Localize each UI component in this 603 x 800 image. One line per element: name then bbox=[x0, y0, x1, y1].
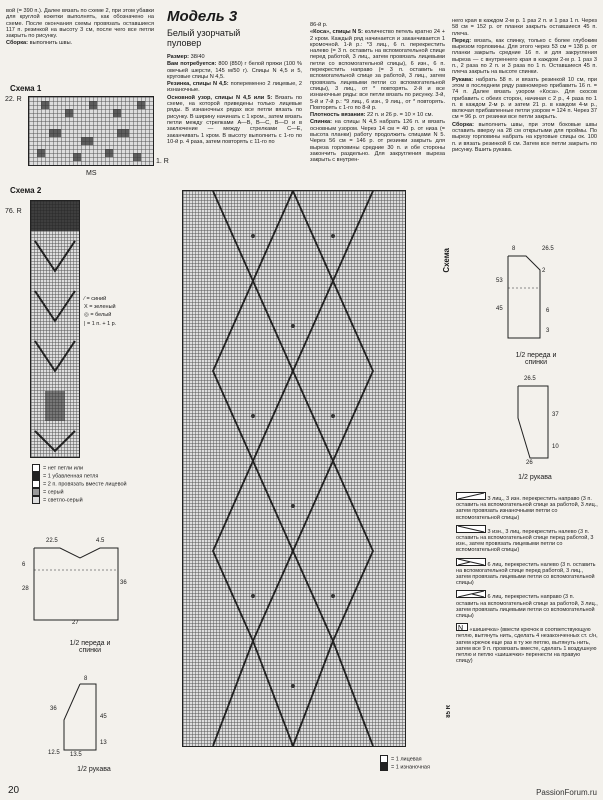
legend-text-5: = светло-серый bbox=[43, 497, 83, 504]
symbol-note-1-text: 3 изн., 3 лиц. перекрестить налево (3 п. оставить на вспомогательной спице перед работой, 3 изн., затем провязать лицевыми петли со вспомогательной спицы) bbox=[456, 528, 594, 554]
legend-box-dec bbox=[32, 472, 40, 480]
right-sleeve-dim-1: 37 bbox=[552, 412, 559, 418]
front-label: Перед: bbox=[452, 37, 472, 44]
legend-face-text: = 1 лицевая bbox=[391, 756, 422, 763]
sym-blue: = синий bbox=[86, 296, 107, 302]
right-sleeve-dim-0: 26.5 bbox=[524, 376, 536, 382]
sym-green: = зеленый bbox=[89, 304, 116, 311]
left-sleeve-outline bbox=[20, 680, 130, 762]
symbol-notes bbox=[456, 492, 598, 664]
left-body-dim-0: 22.5 bbox=[46, 538, 58, 544]
left-sleeve-dim-0: 8 bbox=[84, 676, 88, 682]
main-text: Вязать по схеме, на которой приведены только лицевые ряды. В изнаночных рядах все петли вязать по рисунку. В ширину начинать с 1 кром., затем вязать петли между стрелками А—В, В—С, В—D и в заключение — между стрелками C—E, заканчивать 1 кром. В высоту выполнить с 1-го по 10-й р. 4 раза, затем повторять с 11-го по bbox=[167, 94, 303, 145]
left-body-caption: 1/2 переда и спинки bbox=[69, 640, 111, 654]
legend-purl-text: = 1 изнаночная bbox=[391, 764, 430, 771]
model-col3 bbox=[452, 18, 597, 154]
rib-label: Резинка, спицы N 4,5: bbox=[167, 81, 229, 88]
left-assembly-text: выполнить швы. bbox=[29, 40, 73, 47]
symbol-note-3-text: 6 лиц. перекрестить направо (3 п. оставить на вспомогательной спице за работой, 3 лиц., затем провязать лицевыми петли со вспомогательной спицы) bbox=[456, 594, 598, 620]
chart-legend bbox=[380, 755, 460, 771]
legend-text-3: = 2 п. провязать вместе лицевой bbox=[43, 481, 127, 488]
left-intro-text: вой (= 390 п.). Далее вязать по схеме 2, при этом убавки для круглой кокетки выполнять, как обозначено на схеме. После окончания схемы провязать оставшиеся 117 п. резинкой на высоту 3 см, после чего все петли закрыть по рисунку. bbox=[6, 8, 154, 40]
right-sleeve-dim-2: 10 bbox=[552, 444, 559, 450]
bobble-icon bbox=[456, 623, 468, 631]
kosa-text: количество петель кратно 24 + 2 кром. Каждый ряд начинается и заканчивается 1 кромочной. 1-й р.: *3 лиц., 6 п. перекрестить налево (= 3 п. оставить на вспомогательной спице перед работой, 3 лиц., затем провязать лицевыми петли со вспомогательной спицы), 6 изн., 6 п. перекрестить направо (= 3 п. оставить на вспомогательной спице за работой, 3 лиц., затем провязать лицевыми петли со вспомогательной спицы), 3 лиц., от * повторять. 2-й и все изнаночные ряды: все петли вязать по рисунку. 3-й, 5-й и 7-й р.: *9 лиц., 6 изн., 9 лиц., от * повторять. Повторять с 1-го по 8-й р. bbox=[310, 29, 445, 111]
model-col1 bbox=[167, 54, 302, 146]
main-label: Основной узор, спицы N 4,5 или 5: bbox=[167, 94, 273, 101]
left-assembly-label: Сборка: bbox=[6, 40, 29, 47]
legend-box-grey bbox=[32, 488, 40, 496]
left-sleeve-dim-1: 36 bbox=[50, 706, 57, 712]
symbol-note-2-text: 6 лиц. перекрестить налево (3 п. оставить на вспомогательной спице перед работой, 3 лиц., затем провязать лицевыми петли со вспомогательной спицы) bbox=[456, 561, 596, 587]
density-label: Плотность вязания: bbox=[310, 112, 366, 119]
kosa-label: «Коса», спицы N 5: bbox=[310, 29, 363, 36]
svg-text:N: N bbox=[458, 625, 464, 632]
sleeves-label: Рукава: bbox=[452, 76, 474, 83]
symbol-note-4-text: «шишечка» (ввести крючок в соответствующую петлю, вытянуть нить, сделать 4 незаконченных ст. с/н, затем крючок еще раз в ту же петлю, вытянуть нить, затем все 9 п. провязать вместе, сделать 1 воздушную петлю и петлю «шишечки» перенести на правую спицу) bbox=[456, 627, 598, 665]
left-sleeve-caption: 1/2 рукава bbox=[77, 766, 111, 773]
legend-box-k2tog bbox=[32, 480, 40, 488]
legend-box-lightgrey bbox=[32, 496, 40, 504]
legend-purl-box bbox=[380, 763, 388, 771]
schema1-row22: 22. R bbox=[5, 96, 22, 103]
legend-text-2: = 1 убавленная петля bbox=[43, 473, 99, 480]
schema2-symbols: ⁄ = синий X = зеленый ◎ = белый | = 1 п. + 1 р. bbox=[84, 296, 117, 327]
left-body-dim-2: 6 bbox=[22, 562, 26, 568]
assembly-text: выполнить швы, при этом боковые швы оставить вверху на 28 см открытыми для проймы. По вырезу горловины набрать на круговые спицы ок. 100 п. и вязать резинкой 6 см. Затем все петли закрыть по рисунку. Вшить рукава. bbox=[452, 121, 597, 153]
cable-left-purl-icon bbox=[456, 525, 486, 533]
col3-text: него края в каждом 2-м р. 1 раз 2 п. и 1 раз 1 п. Через 58 см = 152 р. от планки закрыть оставшиеся 45 п. плеча. bbox=[452, 18, 597, 37]
left-sleeve-dim-2: 45 bbox=[100, 714, 107, 720]
right-sleeve-dim-3: 26 bbox=[526, 460, 533, 466]
cable-right-knit-icon bbox=[456, 590, 486, 598]
size-label: Размер: bbox=[167, 54, 190, 60]
left-body-schematic bbox=[20, 540, 130, 628]
left-body-dim-5: 27 bbox=[72, 620, 79, 626]
right-sleeve-caption: 1/2 рукава bbox=[518, 474, 552, 481]
need-text: 800 (850) г белой пряжи (100 % овечьей шерсти, 145 м/50 г). Спицы N 4,5 и 5, круговые спицы N 4,5. bbox=[167, 61, 303, 80]
chart-schema-label: Схема bbox=[442, 248, 451, 273]
chart-row-label: 85 R bbox=[446, 705, 452, 718]
watermark: PassionForum.ru bbox=[536, 788, 597, 797]
left-body-dim-4: 36 bbox=[120, 580, 127, 586]
legend-text-4: = серый bbox=[43, 489, 64, 496]
left-intro bbox=[6, 8, 154, 48]
left-sleeve-dim-4: 13.5 bbox=[70, 752, 82, 758]
right-body-dim-0: 8 bbox=[512, 246, 516, 252]
schema2-row76: 76. R bbox=[5, 208, 22, 215]
right-body-schematic bbox=[478, 248, 593, 348]
right-body-outline bbox=[478, 248, 593, 348]
rib-text: попеременно 2 лицевые, 2 изнаночные. bbox=[167, 81, 302, 94]
right-body-caption: 1/2 переда и спинки bbox=[515, 352, 557, 366]
symbol-note-2 bbox=[456, 558, 598, 587]
sym-inc: = 1 п. + 1 р. bbox=[86, 320, 117, 327]
sym-white: = белый bbox=[90, 312, 112, 319]
right-body-dim-5: 6 bbox=[546, 308, 550, 314]
symbol-note-1 bbox=[456, 525, 598, 554]
symbol-note-4 bbox=[456, 623, 598, 664]
model-title: Модель 3 bbox=[167, 8, 238, 25]
symbol-note-0-text: 3 лиц., 3 изн. перекрестить направо (3 п. оставить на вспомогательной спице за работой, 3 лиц., затем провязать изнаночными петли со вспомогательной спицы) bbox=[456, 496, 598, 521]
left-body-outline bbox=[20, 540, 130, 628]
legend-box-empty bbox=[32, 464, 40, 472]
right-body-dim-4: 45 bbox=[496, 306, 503, 312]
symbol-note-3 bbox=[456, 590, 598, 619]
model-col2 bbox=[310, 22, 445, 165]
back-label: Спинка: bbox=[310, 119, 333, 126]
left-sleeve-dim-5: 13 bbox=[100, 740, 107, 746]
back-text: на спицы N 4,5 набрать 126 п. и вязать основным узором. Через 14 см = 40 р. от низа (= высота планки) работу продолжить спицами N 5. Через 56 см = 146 р. от резинки закрыть для выреза горловины средние 30 п. и обе стороны закончить раздельно. Для закругления выреза закрыть с внутрен- bbox=[310, 119, 445, 164]
assembly-label: Сборка: bbox=[452, 121, 475, 128]
schema2-label: Схема 2 bbox=[10, 186, 42, 195]
legend-text-1: = нет петли или bbox=[43, 465, 84, 472]
left-sleeve-schematic bbox=[20, 676, 130, 762]
schema1-ms: MS bbox=[86, 170, 97, 177]
schema2-legend bbox=[32, 464, 152, 504]
left-body-dim-3: 28 bbox=[22, 586, 29, 592]
right-body-dim-3: 53 bbox=[496, 278, 503, 284]
density-text: 22 п. и 26 р. = 10 × 10 см. bbox=[367, 112, 434, 119]
schema1-grid bbox=[28, 96, 154, 166]
right-sleeve-outline bbox=[490, 378, 590, 470]
page-number: 20 bbox=[8, 785, 20, 796]
cable-left-knit-icon bbox=[456, 558, 486, 566]
right-body-dim-2: 2 bbox=[542, 268, 546, 274]
right-body-dim-1: 26.5 bbox=[542, 246, 554, 252]
symbol-note-0 bbox=[456, 492, 598, 521]
need-label: Вам потребуется: bbox=[167, 61, 217, 68]
main-chart bbox=[182, 190, 406, 747]
schema1-pattern bbox=[29, 97, 153, 165]
left-sleeve-dim-3: 12.5 bbox=[48, 750, 60, 756]
schema2-grid bbox=[30, 200, 80, 458]
col2-start: 86-й р. bbox=[310, 22, 328, 28]
schema1-row1: 1. R bbox=[156, 158, 169, 165]
legend-face-box bbox=[380, 755, 388, 763]
sleeves-text: набрать 58 п. и вязать резинкой 10 см, при этом в последнем ряду равномерно прибавить 16 п. = 74 п. Далее вязать узором «Коса». Для скосов прибавить с обеих сторон, начиная с 2 р., 4 раза по 1 п. в каждом 2-м р. и затем 21 р. в каждом 4-м р., включая прибавленные петли узором = 124 п. Через 37 см = 96 р. от резинки все петли закрыть. bbox=[452, 76, 597, 121]
schema1-label: Схема 1 bbox=[10, 84, 42, 93]
left-body-dim-1: 4.5 bbox=[96, 538, 105, 544]
size-value: 38/40 bbox=[190, 54, 205, 60]
cable-right-purl-icon bbox=[456, 492, 486, 500]
schema2-pattern bbox=[31, 201, 79, 457]
model-subtitle: Белый узорчатый пуловер bbox=[167, 28, 241, 48]
right-body-dim-6: 3 bbox=[546, 328, 550, 334]
right-sleeve-schematic bbox=[490, 378, 590, 470]
front-text: вязать, как спинку, только с более глубоким вырезом горловины. Для этого через 53 см = 138 р. от планки закрыть средние 16 п. и для закругления выреза — с внутреннего края в каждом 2-м р. 1 раз 3 п., 2 раза по 2 п. и 3 раза по 1 п. Оставшиеся 45 п. плеча закрыть на высоте спинки. bbox=[452, 37, 597, 76]
main-chart-cables bbox=[183, 191, 405, 746]
